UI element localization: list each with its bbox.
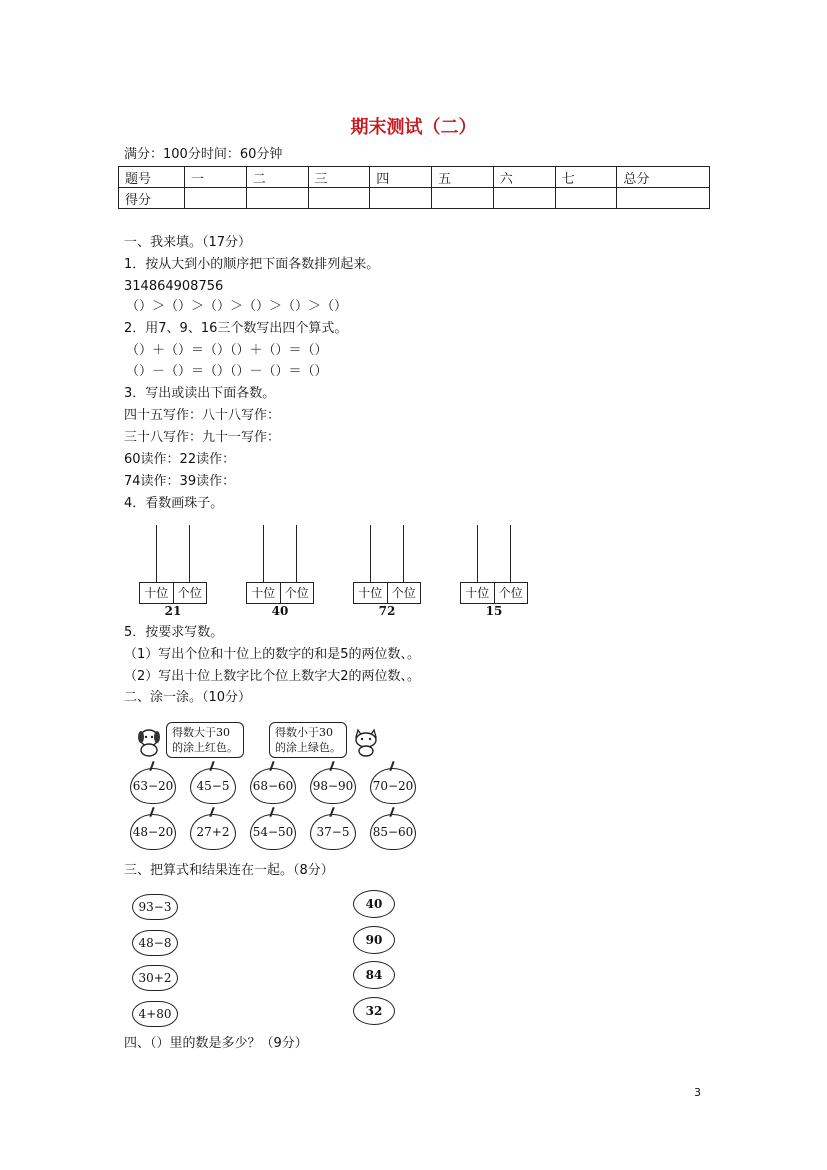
abacus-number: 72 — [378, 604, 396, 618]
table-cell: 一 — [185, 167, 247, 188]
expression-cloud[interactable]: 4+80 — [132, 1001, 178, 1027]
cat-icon — [350, 726, 384, 758]
question-2-line-1[interactable]: （）＋（）＝（）（）＋（）＝（） — [126, 343, 328, 358]
abacus-label-tens: 十位 — [140, 583, 174, 603]
section-2-heading: 二、涂一涂。（10分） — [124, 690, 252, 705]
table-cell: 得分 — [119, 188, 185, 209]
question-3-line-3[interactable]: 60读作：22读作： — [124, 452, 236, 467]
abacus-rod-tens — [370, 525, 371, 582]
apple-expression[interactable]: 98−90 — [310, 768, 356, 804]
abacus-label-tens: 十位 — [354, 583, 388, 603]
score-input-cell[interactable] — [246, 188, 308, 209]
apple-expression[interactable]: 68−60 — [250, 768, 296, 804]
abacus-rod-tens — [156, 525, 157, 582]
abacus-label-ones: 个位 — [498, 586, 523, 600]
score-input-cell[interactable] — [617, 188, 710, 209]
question-5-part-1[interactable]: （1）写出个位和十位上的数字的和是5的两位数、。 — [124, 647, 421, 662]
abacus[interactable] — [460, 525, 528, 618]
instruction-bubble-red — [166, 722, 244, 758]
page-number: 3 — [694, 1086, 701, 1099]
bubble-line: 的涂上红色。 — [172, 741, 238, 754]
abacus-rod-ones — [189, 525, 190, 582]
apple-expression[interactable]: 27+2 — [190, 814, 236, 850]
section-4-heading: 四、（）里的数是多少？（9分） — [124, 1036, 308, 1051]
table-cell: 四 — [370, 167, 432, 188]
table-cell: 总分 — [617, 167, 710, 188]
expression-cloud[interactable]: 93−3 — [132, 894, 178, 920]
abacus-label-ones: 个位 — [177, 586, 202, 600]
score-input-cell[interactable] — [555, 188, 617, 209]
page-title: 期末测试（二） — [350, 117, 477, 138]
question-5-part-2[interactable]: （2）写出十位上数字比个位上数字大2的两位数、。 — [124, 669, 421, 684]
abacus-number: 21 — [164, 604, 182, 618]
abacus-rod-tens — [477, 525, 478, 582]
abacus-rod-ones — [403, 525, 404, 582]
question-4: 4．看数画珠子。 — [124, 496, 224, 511]
abacus-rod-ones — [296, 525, 297, 582]
score-input-cell[interactable] — [308, 188, 370, 209]
question-2-line-2[interactable]: （）－（）＝（）（）－（）＝（） — [126, 364, 328, 379]
apple-expression[interactable]: 63−20 — [130, 768, 176, 804]
table-cell: 二 — [246, 167, 308, 188]
abacus[interactable] — [353, 525, 421, 618]
question-1-numbers: 314864908756 — [124, 279, 224, 294]
abacus-label-ones: 个位 — [284, 586, 309, 600]
question-2: 2．用7、9、16三个数写出四个算式。 — [124, 321, 348, 336]
abacus-base — [353, 582, 421, 604]
result-oval[interactable]: 84 — [353, 961, 395, 989]
score-input-cell[interactable] — [493, 188, 555, 209]
abacus-rod-tens — [263, 525, 264, 582]
abacus-number: 40 — [271, 604, 289, 618]
question-3-line-4[interactable]: 74读作：39读作： — [124, 474, 236, 489]
score-table — [118, 166, 710, 209]
instruction-bubble-green — [269, 722, 347, 758]
expression-cloud[interactable]: 30+2 — [132, 965, 178, 991]
question-3: 3．写出或读出下面各数。 — [124, 386, 276, 401]
abacus-base — [246, 582, 314, 604]
apple-expression[interactable]: 54−50 — [250, 814, 296, 850]
abacus-label-ones: 个位 — [391, 586, 416, 600]
question-3-line-1[interactable]: 四十五写作：八十八写作： — [124, 408, 281, 423]
section-3-heading: 三、把算式和结果连在一起。（8分） — [124, 863, 334, 878]
apple-expression[interactable]: 85−60 — [370, 814, 416, 850]
abacus[interactable] — [139, 525, 207, 618]
table-cell: 七 — [555, 167, 617, 188]
abacus-number: 15 — [485, 604, 503, 618]
bubble-line: 的涂上绿色。 — [275, 741, 341, 754]
abacus-label-tens: 十位 — [247, 583, 281, 603]
score-input-cell[interactable] — [432, 188, 494, 209]
bubble-line: 得数大于30 — [172, 726, 230, 739]
abacus-base — [460, 582, 528, 604]
abacus-base — [139, 582, 207, 604]
table-cell: 题号 — [119, 167, 185, 188]
result-oval[interactable]: 32 — [353, 997, 395, 1025]
apple-expression[interactable]: 45−5 — [190, 768, 236, 804]
score-table-header-row — [119, 167, 710, 188]
score-input-cell[interactable] — [185, 188, 247, 209]
apple-expression[interactable]: 70−20 — [370, 768, 416, 804]
question-3-line-2[interactable]: 三十八写作：九十一写作： — [124, 430, 281, 445]
score-input-cell[interactable] — [370, 188, 432, 209]
apple-expression[interactable]: 48−20 — [130, 814, 176, 850]
score-table-row — [119, 188, 710, 209]
result-oval[interactable]: 90 — [353, 926, 395, 954]
expression-cloud[interactable]: 48−8 — [132, 930, 178, 956]
question-5: 5．按要求写数。 — [124, 625, 224, 640]
table-cell: 三 — [308, 167, 370, 188]
question-1: 1．按从大到小的顺序把下面各数排列起来。 — [124, 257, 380, 272]
abacus-label-tens: 十位 — [461, 583, 495, 603]
exam-meta: 满分：100分时间：60分钟 — [124, 147, 283, 162]
bubble-line: 得数小于30 — [275, 726, 333, 739]
question-1-blanks[interactable]: （）＞（）＞（）＞（）＞（）＞（） — [126, 299, 348, 314]
table-cell: 六 — [493, 167, 555, 188]
table-cell: 五 — [432, 167, 494, 188]
result-oval[interactable]: 40 — [353, 890, 395, 918]
section-1-heading: 一、我来填。（17分） — [124, 235, 252, 250]
abacus-rod-ones — [510, 525, 511, 582]
abacus[interactable] — [246, 525, 314, 618]
apple-expression[interactable]: 37−5 — [310, 814, 356, 850]
dog-icon — [134, 726, 164, 758]
